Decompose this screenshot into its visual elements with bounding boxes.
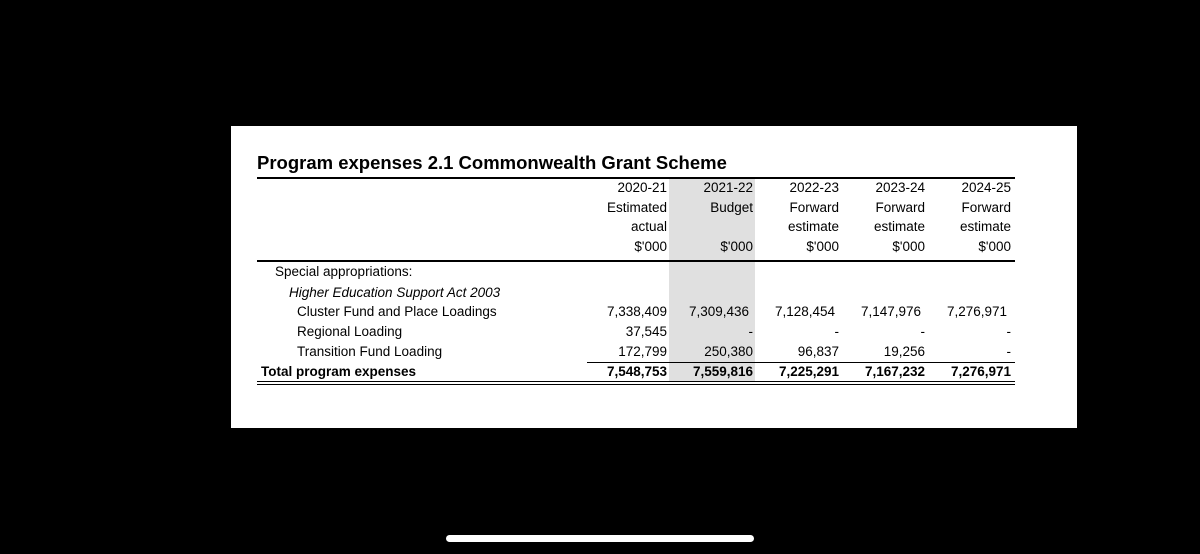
table-cell: 7,276,971 [946, 304, 1007, 319]
column-year: 2021-22 [703, 180, 753, 195]
column-label: Forward [875, 199, 925, 215]
table-cell: 7,147,976 [860, 304, 921, 319]
column-unit: $'000 [806, 238, 839, 254]
total-cell: 7,225,291 [778, 364, 839, 379]
table-cell: 19,256 [883, 344, 925, 359]
total-cell: 7,548,753 [606, 364, 667, 379]
column-unit: $'000 [978, 238, 1011, 254]
home-indicator[interactable] [446, 535, 754, 542]
total-cell: 7,167,232 [864, 364, 925, 379]
table-cell: - [920, 324, 925, 339]
column-label: estimate [959, 219, 1011, 234]
column-unit: $'000 [892, 238, 925, 254]
column-year: 2024-25 [961, 180, 1011, 195]
column-header [755, 178, 839, 256]
header-rule [257, 260, 1015, 262]
column-label: estimate [787, 219, 839, 234]
table-cell: - [1006, 324, 1011, 339]
total-label: Total program expenses [261, 364, 417, 379]
table-cell: - [748, 324, 753, 339]
column-label: actual [630, 219, 667, 234]
table-cell: 172,799 [618, 344, 667, 359]
act-label: Higher Education Support Act 2003 [289, 285, 501, 300]
table-cell: 7,128,454 [774, 304, 835, 319]
column-label: Forward [789, 199, 839, 215]
column-unit: $'000 [720, 238, 753, 254]
row-label: Regional Loading [297, 324, 403, 339]
row-label: Transition Fund Loading [297, 344, 443, 359]
expenses-table [257, 177, 1015, 387]
column-year: 2020-21 [617, 180, 667, 195]
table-cell: 7,309,436 [688, 304, 749, 319]
column-label: estimate [873, 219, 925, 234]
column-header [583, 178, 667, 256]
table-bottom-rule [257, 381, 1015, 382]
table-bottom-rule [257, 384, 1015, 385]
column-label [669, 217, 753, 237]
column-header [669, 178, 753, 256]
document-page [231, 126, 1077, 428]
column-label: Forward [961, 199, 1011, 215]
row-label: Cluster Fund and Place Loadings [297, 304, 497, 319]
table-cell: 96,837 [797, 344, 839, 359]
column-header [841, 178, 925, 256]
table-cell: 250,380 [704, 344, 753, 359]
total-cell: 7,559,816 [692, 364, 753, 379]
table-cell: 7,338,409 [606, 304, 667, 319]
table-cell: - [834, 324, 839, 339]
column-label: Budget [710, 199, 753, 215]
section-label: Special appropriations: [275, 264, 413, 279]
column-header [927, 178, 1011, 256]
column-label: Estimated [606, 199, 667, 215]
table-cell: 37,545 [625, 324, 667, 339]
total-cell: 7,276,971 [950, 364, 1011, 379]
table-title: Program expenses 2.1 Commonwealth Grant Scheme [257, 152, 727, 173]
column-year: 2023-24 [875, 180, 925, 195]
column-year: 2022-23 [789, 180, 839, 195]
table-cell: - [1006, 344, 1011, 359]
column-unit: $'000 [634, 238, 667, 254]
